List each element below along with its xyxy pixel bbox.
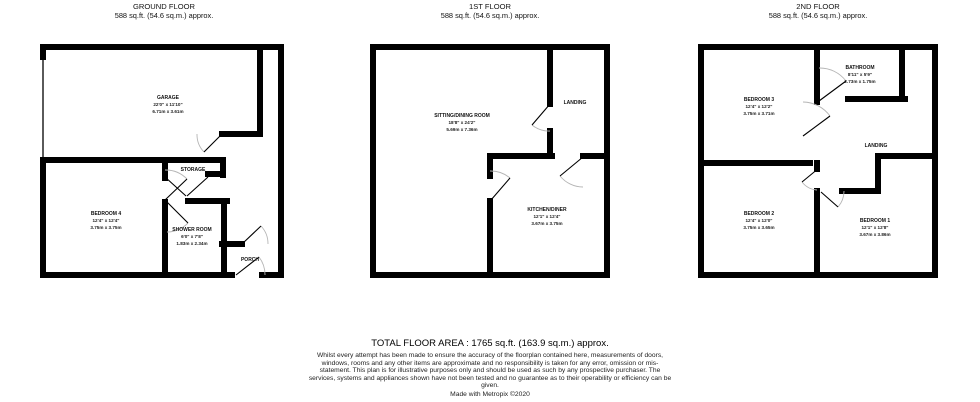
room-label-bedroom1: BEDROOM 1 [859,218,891,224]
walls [701,47,935,275]
room-dim-imperial: 8'11" x 5'9" [847,72,873,77]
room-dim-imperial: 18'8" x 24'2" [448,120,476,125]
room-dim-metric: 3.67m x 3.75m [531,221,563,226]
room-label-porch: PORCH [240,257,260,263]
room-dim-imperial: 12'4" x 12'4" [92,218,120,223]
floor-area-label: 588 sq.ft. (54.6 sq.m.) approx. [440,11,540,20]
room-dim-metric: 1.83m x 2.34m [176,241,208,246]
metropix-credit: Made with Metropix ©2020 [450,390,530,398]
second-floor-plan [698,41,938,281]
floor-title: 1ST FLOOR [468,2,512,11]
total-floor-area: TOTAL FLOOR AREA : 1765 sq.ft. (163.9 sq.m.) approx. [371,338,609,349]
door-arcs [802,68,846,207]
room-label-landing: LANDING [864,143,888,149]
floor-area-label: 588 sq.ft. (54.6 sq.m.) approx. [114,11,214,20]
first-floor-plan [370,41,610,281]
room-dim-imperial: 22'0" x 11'10" [153,102,183,107]
door-leaves [165,134,261,275]
room-dim-imperial: 6'0" x 7'8" [181,234,203,239]
floor-title: 2ND FLOOR [796,2,840,11]
room-dim-metric: 3.67m x 3.86m [859,232,891,237]
disclaimer-text: Whilst every attempt has been made to ensure the accuracy of the floorplan contained here, measurements of doors, windows, rooms and any other items are approximate and no responsibility is taken for any error, omission or mis-statement. This plan is for illustrative purposes only and should be used as such by any prospective purchaser. The services, systems and appliances shown have not been tested and no guarantee as to their operability or efficiency can be given. [308,352,672,389]
room-label-garage: GARAGE [157,95,179,101]
ground-floor-plan [40,41,288,281]
door-leaves [491,104,583,200]
door-arcs [165,134,268,275]
room-dim-imperial: 12'4" x 12'2" [745,104,773,109]
footer [0,338,980,399]
room-label-shower-room: SHOWER ROOM [172,227,212,233]
room-dim-metric: 2.73m x 1.75m [844,79,876,84]
room-dim-metric: 3.75m x 3.75m [90,225,122,230]
room-label-sitting-dining: SITTING/DINING ROOM [434,113,490,119]
room-dim-metric: 5.69m x 7.36m [446,127,478,132]
room-label-bedroom4: BEDROOM 4 [90,211,122,217]
walls [373,47,607,275]
floor-ground [40,0,288,281]
second-floor-header [698,0,938,41]
first-floor-header [370,0,610,41]
room-label-landing: LANDING [563,100,587,106]
room-dim-imperial: 12'1" x 12'8" [861,225,889,230]
floor-area-label: 588 sq.ft. (54.6 sq.m.) approx. [768,11,868,20]
room-dim-metric: 6.71m x 3.61m [152,109,184,114]
room-dim-metric: 3.75m x 3.71m [743,111,775,116]
room-label-bedroom2: BEDROOM 2 [743,211,775,217]
room-label-bathroom: BATHROOM [845,65,875,71]
room-dim-imperial: 12'1" x 12'4" [533,214,561,219]
room-dim-imperial: 12'4" x 12'0" [745,218,773,223]
ground-floor-header [40,0,288,41]
room-label-storage: STORAGE [180,167,206,173]
room-label-bedroom3: BEDROOM 3 [743,97,775,103]
room-label-kitchen-diner: KITCHEN/DINER [527,207,567,213]
room-dim-metric: 3.75m x 3.65m [743,225,775,230]
floor-first [370,0,610,281]
floor-title: GROUND FLOOR [132,2,196,11]
floor-second [698,0,938,281]
